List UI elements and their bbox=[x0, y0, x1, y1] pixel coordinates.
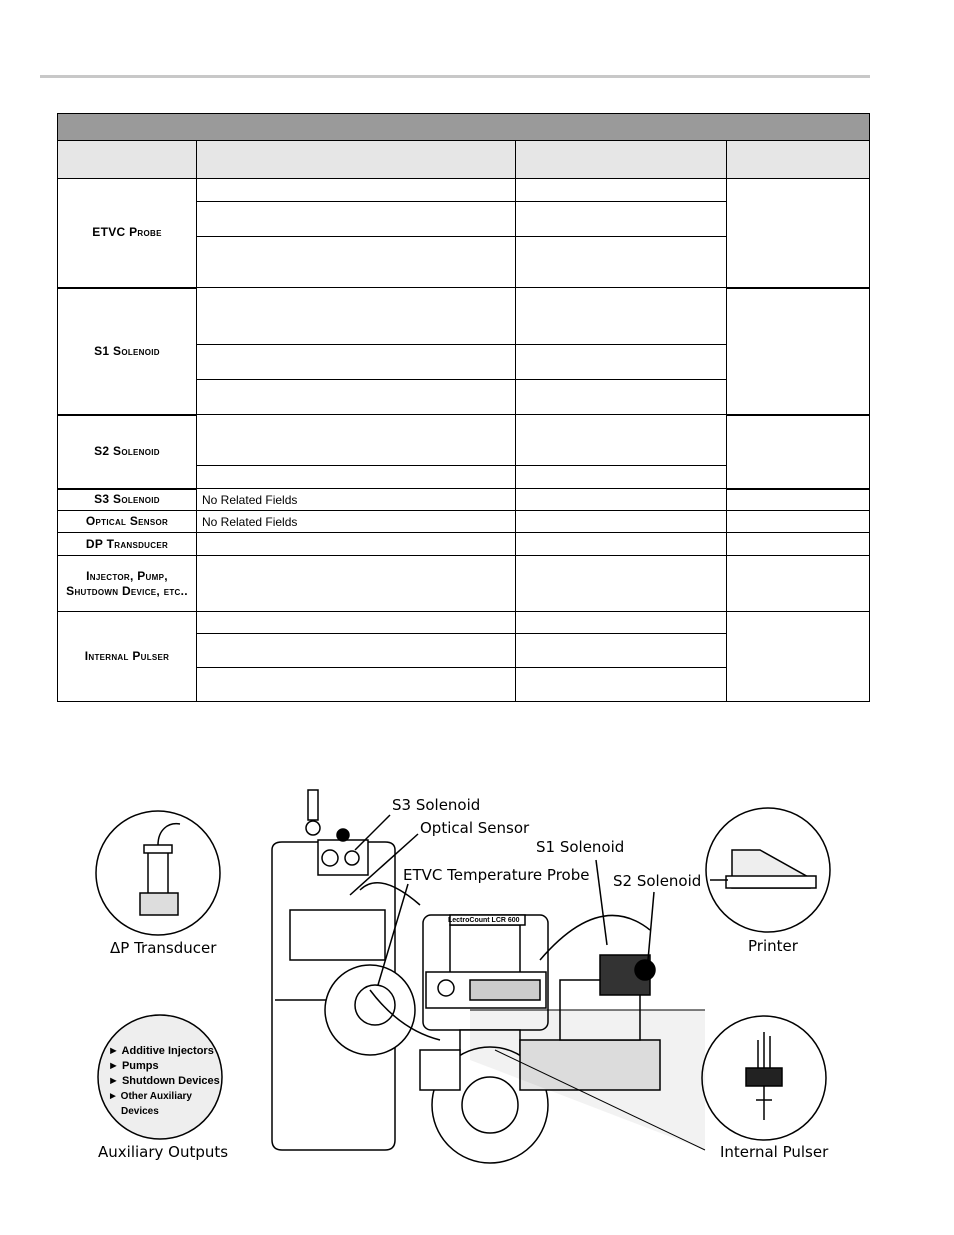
callout-s2-solenoid: S2 Solenoid bbox=[613, 872, 702, 890]
callout-s1-solenoid: S1 Solenoid bbox=[536, 838, 625, 856]
list-item: ► Shutdown Devices bbox=[108, 1075, 220, 1087]
callout-s3-solenoid: S3 Solenoid bbox=[392, 796, 481, 814]
register-label: LectroCount LCR 600 bbox=[448, 917, 520, 924]
caption-printer: Printer bbox=[748, 937, 798, 955]
aux-output-list bbox=[108, 1044, 220, 1119]
row-label-optical-sensor: Optical Sensor bbox=[58, 511, 197, 533]
row-label-injector: Injector, Pump, Shutdown Device, etc.. bbox=[58, 556, 197, 612]
callout-etvc-probe: ETVC Temperature Probe bbox=[403, 866, 590, 884]
list-item: ► Additive Injectors bbox=[108, 1045, 214, 1057]
caption-dp-transducer: ΔP Transducer bbox=[110, 939, 217, 957]
row-label-s3-solenoid: S3 Solenoid bbox=[58, 489, 197, 511]
caption-internal-pulser: Internal Pulser bbox=[720, 1143, 829, 1161]
row-note-s3: No Related Fields bbox=[197, 489, 516, 511]
leader-s2 bbox=[648, 892, 654, 960]
dp-transducer-illustration bbox=[96, 811, 220, 935]
list-item: ► Pumps bbox=[108, 1060, 159, 1072]
row-label-internal-pulser: Internal Pulser bbox=[58, 612, 197, 702]
row-note-optical: No Related Fields bbox=[197, 511, 516, 533]
row-label-etvc-probe: ETVC Probe bbox=[58, 179, 197, 288]
list-item: Devices bbox=[121, 1106, 159, 1117]
list-item: ► Other Auxiliary bbox=[108, 1091, 192, 1102]
row-label-s1-solenoid: S1 Solenoid bbox=[58, 288, 197, 415]
leader-s1 bbox=[596, 860, 607, 945]
printer-illustration bbox=[706, 808, 830, 932]
row-label-s2-solenoid: S2 Solenoid bbox=[58, 415, 197, 489]
callout-optical-sensor: Optical Sensor bbox=[420, 819, 530, 837]
caption-auxiliary-outputs: Auxiliary Outputs bbox=[98, 1143, 229, 1161]
internal-pulser-illustration bbox=[702, 1016, 826, 1140]
row-label-dp-transducer: DP Transducer bbox=[58, 533, 197, 556]
